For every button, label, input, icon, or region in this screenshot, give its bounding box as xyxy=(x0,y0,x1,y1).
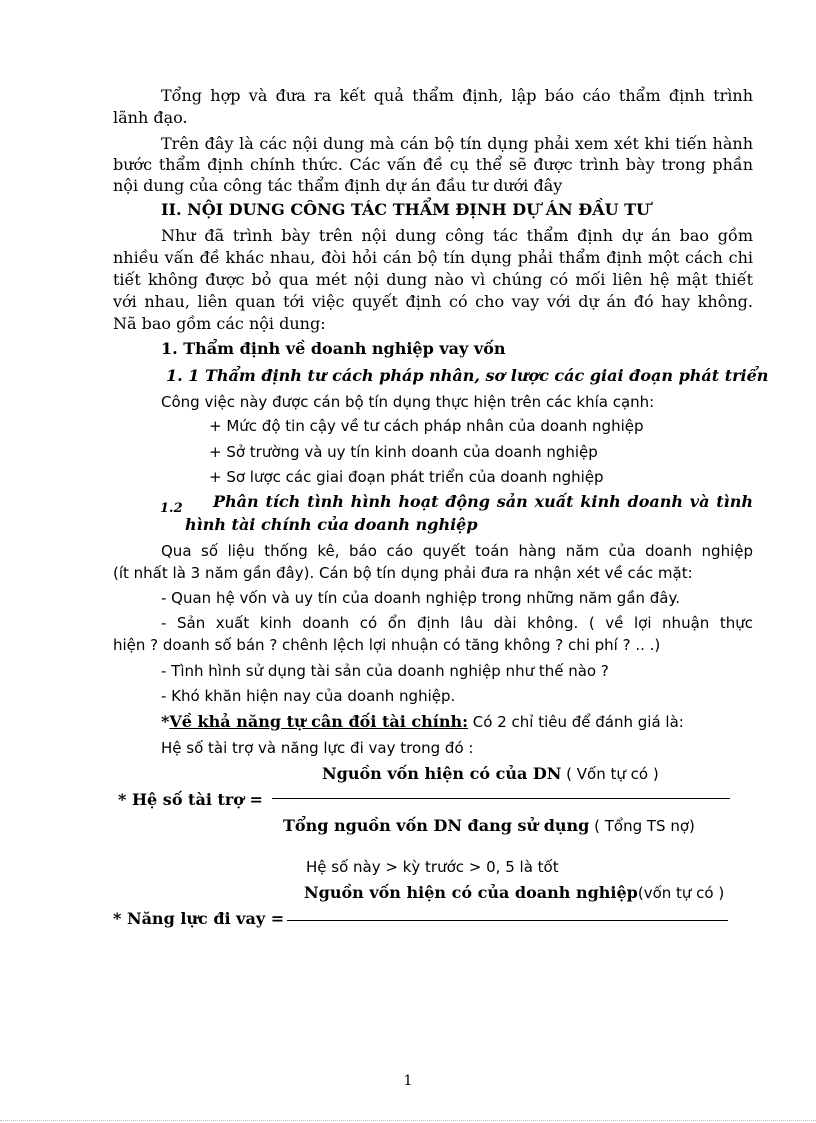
dash-item: - Sản xuất kinh doanh có ổn định lâu dài không. ( về lợi nhuận thực xyxy=(161,614,753,632)
formula1-fraction-bar xyxy=(272,798,730,799)
subsubsection-heading: hình tài chính của doanh nghiệp xyxy=(185,515,478,534)
bullet-item: + Sơ lược các giai đoạn phát triển của doanh nghiệp xyxy=(209,468,604,486)
formula2-numerator-note: (vốn tự có ) xyxy=(637,884,725,902)
paragraph-line: với nhau, liên quan tới việc quyết định có cho vay với dự án đó hay không. xyxy=(113,292,753,311)
formula1-numerator-note: ( Vốn tự có ) xyxy=(561,765,659,783)
formula2-fraction-bar xyxy=(287,920,728,921)
formula1-denominator xyxy=(283,816,695,836)
paragraph-line: Trên đây là các nội dung mà cán bộ tín dụng phải xem xét khi tiến hành xyxy=(161,134,753,153)
criteria-heading: Về khả năng tự cân đối tài chính: xyxy=(169,712,469,731)
bullet-item: + Sở trường và uy tín kinh doanh của doanh nghiệp xyxy=(209,443,598,461)
subsection-heading: 1. Thẩm định về doanh nghiệp vay vốn xyxy=(161,339,506,358)
paragraph-line: Tổng hợp và đưa ra kết quả thẩm định, lập báo cáo thẩm định trình xyxy=(161,86,753,105)
formula1-label: * Hệ số tài trợ = xyxy=(118,790,263,809)
paragraph-line: Hệ số tài trợ và năng lực đi vay trong đó : xyxy=(161,739,474,757)
formula1-numerator-main: Nguồn vốn hiện có của DN xyxy=(322,764,562,783)
paragraph-line: nội dung của công tác thẩm định dự án đầu tư dưới đây xyxy=(113,176,563,195)
bullet-item: + Mức độ tin cậy về tư cách pháp nhân của doanh nghiệp xyxy=(209,417,644,435)
dash-item: hiện ? doanh số bán ? chênh lệch lợi nhuận có tăng không ? chi phí ? .. .) xyxy=(113,636,661,654)
section-heading: II. NỘI DUNG CÔNG TÁC THẨM ĐỊNH DỰ ÁN ĐẦU TƯ xyxy=(161,200,650,219)
paragraph-line: tiết không được bỏ qua mét nội dung nào vì chúng có mối liên hệ mật thiết xyxy=(113,270,753,289)
criteria-text: Có 2 chỉ tiêu để đánh giá là: xyxy=(468,713,684,731)
paragraph-line: Nã bao gồm các nội dung: xyxy=(113,314,326,333)
formula2-label: * Năng lực đi vay = xyxy=(113,909,285,928)
paragraph-line: lãnh đạo. xyxy=(113,108,188,127)
paragraph-line: Như đã trình bày trên nội dung công tác thẩm định dự án bao gồm xyxy=(161,226,753,245)
paragraph-line: (ít nhất là 3 năm gần đây). Cán bộ tín dụng phải đưa ra nhận xét về các mặt: xyxy=(113,564,693,582)
dash-item: - Khó khăn hiện nay của doanh nghiệp. xyxy=(161,687,456,705)
formula2-numerator xyxy=(304,883,724,903)
formula2-numerator-main: Nguồn vốn hiện có của doanh nghiệp xyxy=(304,883,638,902)
subsubsection-heading: Phân tích tình hình hoạt động sản xuất kinh doanh và tình xyxy=(213,492,753,511)
dash-item: - Tình hình sử dụng tài sản của doanh nghiệp như thế nào ? xyxy=(161,662,609,680)
criteria-line xyxy=(161,712,684,732)
formula1-denominator-main: Tổng nguồn vốn DN đang sử dụng xyxy=(283,816,590,835)
paragraph-line: Qua số liệu thống kê, báo cáo quyết toán hàng năm của doanh nghiệp xyxy=(161,542,753,560)
formula1-note: Hệ số này > kỳ trước > 0, 5 là tốt xyxy=(306,858,559,876)
paragraph-line: nhiều vấn đề khác nhau, đòi hỏi cán bộ tín dụng phải thẩm định một cách chi xyxy=(113,248,753,267)
page-bottom-border xyxy=(0,1120,816,1121)
paragraph-line: Công việc này được cán bộ tín dụng thực hiện trên các khía cạnh: xyxy=(161,393,655,411)
criteria-star: * xyxy=(161,712,170,731)
paragraph-line: bước thẩm định chính thức. Các vấn đề cụ thể sẽ được trình bày trong phần xyxy=(113,155,753,174)
dash-item: - Quan hệ vốn và uy tín của doanh nghiệp trong những năm gần đây. xyxy=(161,589,681,607)
formula1-numerator xyxy=(322,764,659,784)
subsubsection-number: 1.2 xyxy=(160,501,183,516)
formula1-denominator-note: ( Tổng TS nợ) xyxy=(589,817,695,835)
page-number: 1 xyxy=(403,1073,413,1089)
subsubsection-heading: 1. 1 Thẩm định tư cách pháp nhân, sơ lược các giai đoạn phát triển xyxy=(166,366,769,385)
